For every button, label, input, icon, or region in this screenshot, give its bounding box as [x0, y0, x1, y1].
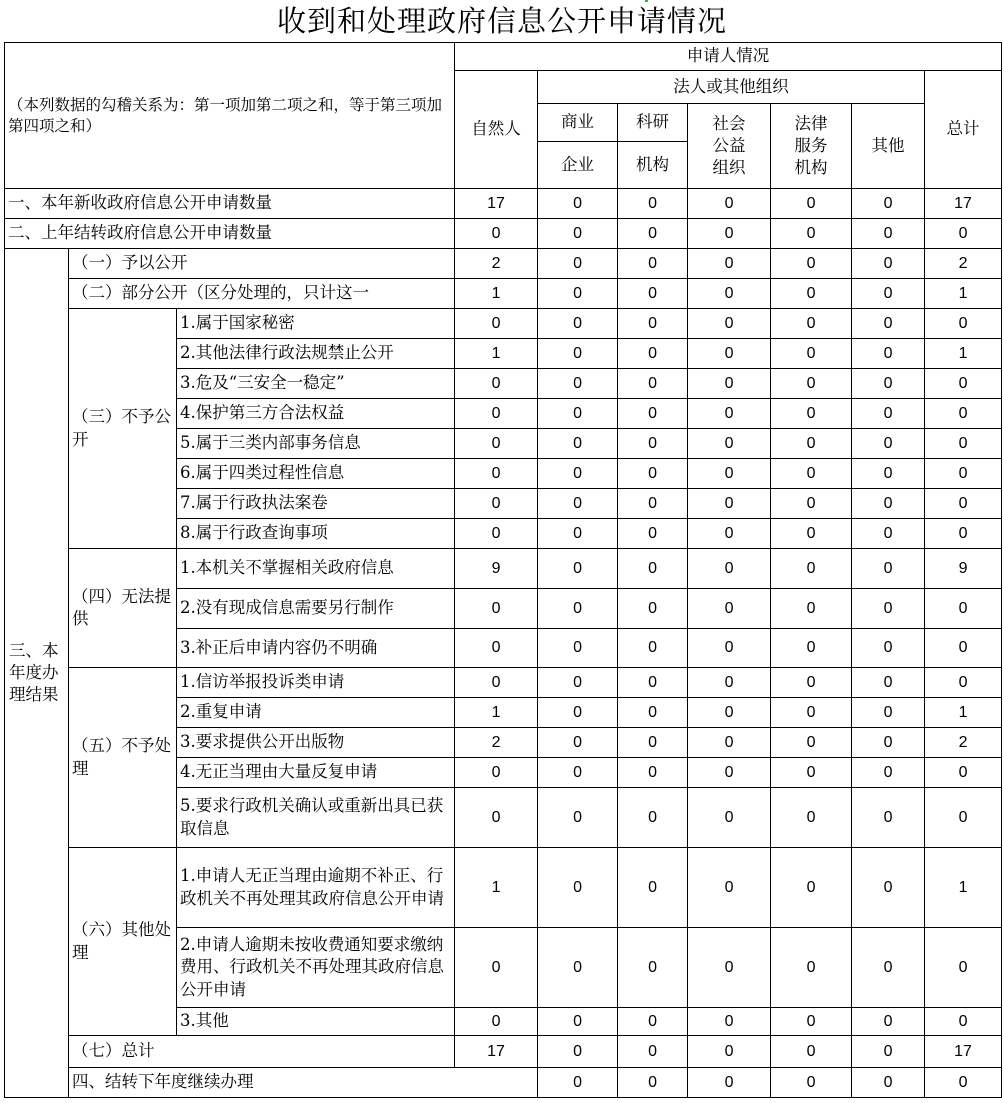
value-cell: 0 — [771, 788, 852, 848]
value-cell: 0 — [538, 728, 618, 758]
natural-person-header: 自然人 — [455, 71, 538, 189]
value-cell: 0 — [455, 219, 538, 249]
value-cell: 0 — [618, 249, 688, 279]
value-cell: 0 — [925, 309, 1002, 339]
value-cell: 0 — [688, 629, 771, 668]
value-cell: 0 — [455, 519, 538, 549]
value-cell: 0 — [771, 1008, 852, 1036]
row-label: 四、结转下年度继续办理 — [69, 1068, 538, 1098]
value-cell: 0 — [688, 309, 771, 339]
value-cell: 0 — [925, 788, 1002, 848]
research-header-top: 科研 — [618, 104, 688, 142]
value-cell: 0 — [538, 249, 618, 279]
value-cell: 0 — [852, 279, 925, 309]
row-label: 1.信访举报投诉类申请 — [177, 668, 455, 698]
value-cell: 0 — [688, 848, 771, 928]
value-cell: 0 — [688, 698, 771, 728]
value-cell: 0 — [688, 489, 771, 519]
value-cell: 0 — [618, 309, 688, 339]
row-label: 3.危及“三安全一稳定” — [177, 369, 455, 399]
value-cell: 0 — [538, 339, 618, 369]
value-cell: 2 — [455, 249, 538, 279]
value-cell: 0 — [455, 429, 538, 459]
row-label: 1.属于国家秘密 — [177, 309, 455, 339]
value-cell: 0 — [852, 788, 925, 848]
value-cell: 1 — [925, 848, 1002, 928]
value-cell: 1 — [925, 698, 1002, 728]
row-label: 7.属于行政执法案卷 — [177, 489, 455, 519]
value-cell: 0 — [538, 629, 618, 668]
value-cell: 0 — [688, 519, 771, 549]
value-cell: 0 — [688, 1036, 771, 1068]
value-cell: 0 — [925, 589, 1002, 629]
value-cell: 0 — [688, 1008, 771, 1036]
value-cell: 0 — [618, 459, 688, 489]
value-cell: 0 — [852, 369, 925, 399]
value-cell: 0 — [771, 249, 852, 279]
value-cell: 2 — [455, 728, 538, 758]
value-cell: 0 — [455, 788, 538, 848]
value-cell: 0 — [771, 519, 852, 549]
other-org-header: 其他 — [852, 104, 925, 189]
value-cell: 0 — [771, 728, 852, 758]
value-cell: 0 — [771, 309, 852, 339]
value-cell: 0 — [618, 399, 688, 429]
value-cell: 9 — [455, 549, 538, 589]
value-cell: 0 — [538, 189, 618, 219]
value-cell: 0 — [852, 189, 925, 219]
value-cell: 0 — [618, 698, 688, 728]
row-label: （二）部分公开（区分处理的，只计这一 — [69, 279, 455, 309]
value-cell: 0 — [852, 629, 925, 668]
row-label: 5.要求行政机关确认或重新出具已获取信息 — [177, 788, 455, 848]
value-cell: 0 — [852, 399, 925, 429]
value-cell: 1 — [455, 848, 538, 928]
value-cell: 0 — [688, 369, 771, 399]
value-cell: 0 — [618, 279, 688, 309]
value-cell: 0 — [925, 1068, 1002, 1098]
value-cell: 0 — [538, 1068, 618, 1098]
value-cell: 0 — [771, 668, 852, 698]
value-cell: 0 — [538, 589, 618, 629]
value-cell: 17 — [925, 1036, 1002, 1068]
value-cell: 17 — [925, 189, 1002, 219]
value-cell: 0 — [852, 549, 925, 589]
value-cell: 1 — [925, 279, 1002, 309]
applicant-header: 申请人情况 — [455, 43, 1002, 71]
row-label: 1.本机关不掌握相关政府信息 — [177, 549, 455, 589]
value-cell: 0 — [538, 369, 618, 399]
row-label: 二、上年结转政府信息公开申请数量 — [5, 219, 455, 249]
value-cell: 0 — [618, 189, 688, 219]
value-cell: 0 — [688, 668, 771, 698]
table-row — [5, 848, 1002, 928]
value-cell: 0 — [771, 928, 852, 1008]
value-cell: 0 — [852, 219, 925, 249]
value-cell: 0 — [852, 1008, 925, 1036]
value-cell: 0 — [771, 698, 852, 728]
value-cell: 0 — [771, 848, 852, 928]
value-cell: 0 — [688, 589, 771, 629]
value-cell: 0 — [455, 489, 538, 519]
row-label: （一）予以公开 — [69, 249, 455, 279]
table-row — [5, 249, 1002, 279]
table-row — [5, 1068, 1002, 1098]
value-cell: 0 — [538, 219, 618, 249]
value-cell: 0 — [618, 549, 688, 589]
value-cell: 0 — [538, 459, 618, 489]
value-cell: 0 — [852, 249, 925, 279]
page-title: 收到和处理政府信息公开申请情况 — [276, 4, 727, 38]
value-cell: 0 — [618, 788, 688, 848]
value-cell: 0 — [618, 848, 688, 928]
value-cell: 0 — [688, 928, 771, 1008]
value-cell: 0 — [925, 399, 1002, 429]
value-cell: 0 — [688, 339, 771, 369]
value-cell: 0 — [538, 928, 618, 1008]
table-row — [5, 1036, 1002, 1068]
value-cell: 0 — [852, 758, 925, 788]
value-cell: 0 — [925, 219, 1002, 249]
value-cell: 0 — [618, 519, 688, 549]
row-label: 3.要求提供公开出版物 — [177, 728, 455, 758]
row-label: 5.属于三类内部事务信息 — [177, 429, 455, 459]
value-cell: 0 — [538, 489, 618, 519]
value-cell: 0 — [455, 589, 538, 629]
value-cell: 0 — [925, 459, 1002, 489]
value-cell: 0 — [688, 279, 771, 309]
commercial-header-top: 商业 — [538, 104, 618, 142]
value-cell: 0 — [925, 668, 1002, 698]
value-cell: 0 — [771, 219, 852, 249]
value-cell: 0 — [925, 489, 1002, 519]
value-cell: 1 — [455, 279, 538, 309]
value-cell: 0 — [455, 928, 538, 1008]
value-cell: 0 — [771, 369, 852, 399]
value-cell: 0 — [852, 309, 925, 339]
value-cell: 0 — [618, 339, 688, 369]
value-cell: 0 — [455, 668, 538, 698]
row-label: 2.其他法律行政法规禁止公开 — [177, 339, 455, 369]
group-label-not-processed: （五）不予处理 — [69, 668, 177, 848]
row-label: 一、本年新收政府信息公开申请数量 — [5, 189, 455, 219]
value-cell: 0 — [852, 698, 925, 728]
data-relation-note: （本列数据的勾稽关系为：第一项加第二项之和，等于第三项加第四项之和） — [5, 43, 455, 189]
value-cell: 0 — [618, 589, 688, 629]
row-label: 3.其他 — [177, 1008, 455, 1036]
value-cell: 0 — [688, 459, 771, 489]
value-cell: 0 — [688, 399, 771, 429]
row-label: 2.申请人逾期未按收费通知要求缴纳费用、行政机关不再处理其政府信息公开申请 — [177, 928, 455, 1008]
row-label: （七）总计 — [69, 1036, 455, 1068]
value-cell: 0 — [618, 928, 688, 1008]
value-cell: 0 — [618, 1036, 688, 1068]
value-cell: 0 — [771, 279, 852, 309]
report-table — [4, 42, 1002, 1098]
value-cell: 0 — [455, 369, 538, 399]
value-cell: 0 — [688, 429, 771, 459]
total-header: 总计 — [925, 71, 1002, 189]
value-cell: 0 — [925, 429, 1002, 459]
row-label: 8.属于行政查询事项 — [177, 519, 455, 549]
value-cell: 0 — [925, 519, 1002, 549]
value-cell: 0 — [771, 1036, 852, 1068]
section-three-label: 三、本年度办理结果 — [5, 249, 69, 1098]
value-cell: 0 — [455, 758, 538, 788]
commercial-header-bottom: 企业 — [538, 142, 618, 189]
value-cell: 0 — [618, 668, 688, 698]
legal-person-header: 法人或其他组织 — [538, 71, 925, 104]
value-cell: 0 — [618, 1068, 688, 1098]
value-cell: 9 — [925, 549, 1002, 589]
value-cell: 0 — [538, 758, 618, 788]
value-cell: 0 — [688, 1068, 771, 1098]
value-cell: 1 — [455, 339, 538, 369]
value-cell: 0 — [618, 758, 688, 788]
table-row — [5, 549, 1002, 589]
group-label-unable-to-provide: （四）无法提供 — [69, 549, 177, 668]
value-cell: 0 — [852, 519, 925, 549]
group-label-not-disclosed: （三）不予公开 — [69, 309, 177, 549]
value-cell: 0 — [455, 459, 538, 489]
table-row — [5, 309, 1002, 339]
value-cell: 0 — [771, 399, 852, 429]
research-header-bottom: 机构 — [618, 142, 688, 189]
value-cell: 0 — [538, 549, 618, 589]
row-label: 2.重复申请 — [177, 698, 455, 728]
value-cell: 0 — [771, 429, 852, 459]
value-cell: 0 — [771, 489, 852, 519]
value-cell: 1 — [925, 339, 1002, 369]
value-cell: 0 — [688, 189, 771, 219]
value-cell: 0 — [771, 589, 852, 629]
row-label: 1.申请人无正当理由逾期不补正、行政机关不再处理其政府信息公开申请 — [177, 848, 455, 928]
value-cell: 0 — [538, 279, 618, 309]
value-cell: 0 — [538, 1008, 618, 1036]
value-cell: 0 — [925, 629, 1002, 668]
row-label: 4.无正当理由大量反复申请 — [177, 758, 455, 788]
value-cell: 0 — [455, 629, 538, 668]
row-label: 2.没有现成信息需要另行制作 — [177, 589, 455, 629]
value-cell: 0 — [618, 369, 688, 399]
value-cell: 0 — [852, 668, 925, 698]
value-cell: 0 — [688, 249, 771, 279]
legal-service-header: 法律服务机构 — [771, 104, 852, 189]
value-cell: 0 — [852, 459, 925, 489]
value-cell: 0 — [852, 928, 925, 1008]
value-cell: 0 — [771, 758, 852, 788]
social-welfare-header: 社会公益组织 — [688, 104, 771, 189]
value-cell: 17 — [455, 1036, 538, 1068]
value-cell: 0 — [771, 1068, 852, 1098]
value-cell: 0 — [455, 1008, 538, 1036]
value-cell: 0 — [688, 728, 771, 758]
value-cell: 0 — [538, 848, 618, 928]
value-cell: 0 — [455, 399, 538, 429]
value-cell: 0 — [771, 339, 852, 369]
value-cell: 0 — [538, 399, 618, 429]
value-cell: 0 — [618, 219, 688, 249]
table-row — [5, 279, 1002, 309]
value-cell: 1 — [455, 698, 538, 728]
value-cell: 0 — [688, 219, 771, 249]
row-label: 6.属于四类过程性信息 — [177, 459, 455, 489]
value-cell: 0 — [538, 668, 618, 698]
value-cell: 0 — [538, 309, 618, 339]
value-cell: 2 — [925, 728, 1002, 758]
value-cell: 0 — [771, 189, 852, 219]
value-cell: 0 — [455, 309, 538, 339]
value-cell: 0 — [852, 1068, 925, 1098]
value-cell: 0 — [852, 728, 925, 758]
value-cell: 0 — [538, 429, 618, 459]
value-cell: 0 — [688, 549, 771, 589]
value-cell: 0 — [618, 629, 688, 668]
value-cell: 0 — [618, 489, 688, 519]
table-row — [5, 219, 1002, 249]
value-cell: 2 — [925, 249, 1002, 279]
value-cell: 0 — [538, 1036, 618, 1068]
table-row — [5, 189, 1002, 219]
table-row — [5, 668, 1002, 698]
value-cell: 0 — [618, 1008, 688, 1036]
value-cell: 0 — [925, 1008, 1002, 1036]
value-cell: 0 — [852, 589, 925, 629]
value-cell: 0 — [852, 489, 925, 519]
value-cell: 0 — [925, 758, 1002, 788]
value-cell: 0 — [852, 848, 925, 928]
value-cell: 0 — [618, 728, 688, 758]
value-cell: 0 — [538, 519, 618, 549]
value-cell: 0 — [538, 698, 618, 728]
value-cell: 0 — [771, 629, 852, 668]
value-cell: 0 — [852, 339, 925, 369]
value-cell: 0 — [688, 788, 771, 848]
value-cell: 0 — [771, 549, 852, 589]
value-cell: 0 — [925, 928, 1002, 1008]
row-label: 4.保护第三方合法权益 — [177, 399, 455, 429]
value-cell: 0 — [925, 369, 1002, 399]
value-cell: 0 — [852, 1036, 925, 1068]
value-cell: 0 — [538, 788, 618, 848]
value-cell: 0 — [852, 429, 925, 459]
group-label-other-processing: （六）其他处理 — [69, 848, 177, 1036]
value-cell: 0 — [771, 459, 852, 489]
value-cell: 0 — [688, 758, 771, 788]
row-label: 3.补正后申请内容仍不明确 — [177, 629, 455, 668]
value-cell: 17 — [455, 189, 538, 219]
value-cell: 0 — [618, 429, 688, 459]
